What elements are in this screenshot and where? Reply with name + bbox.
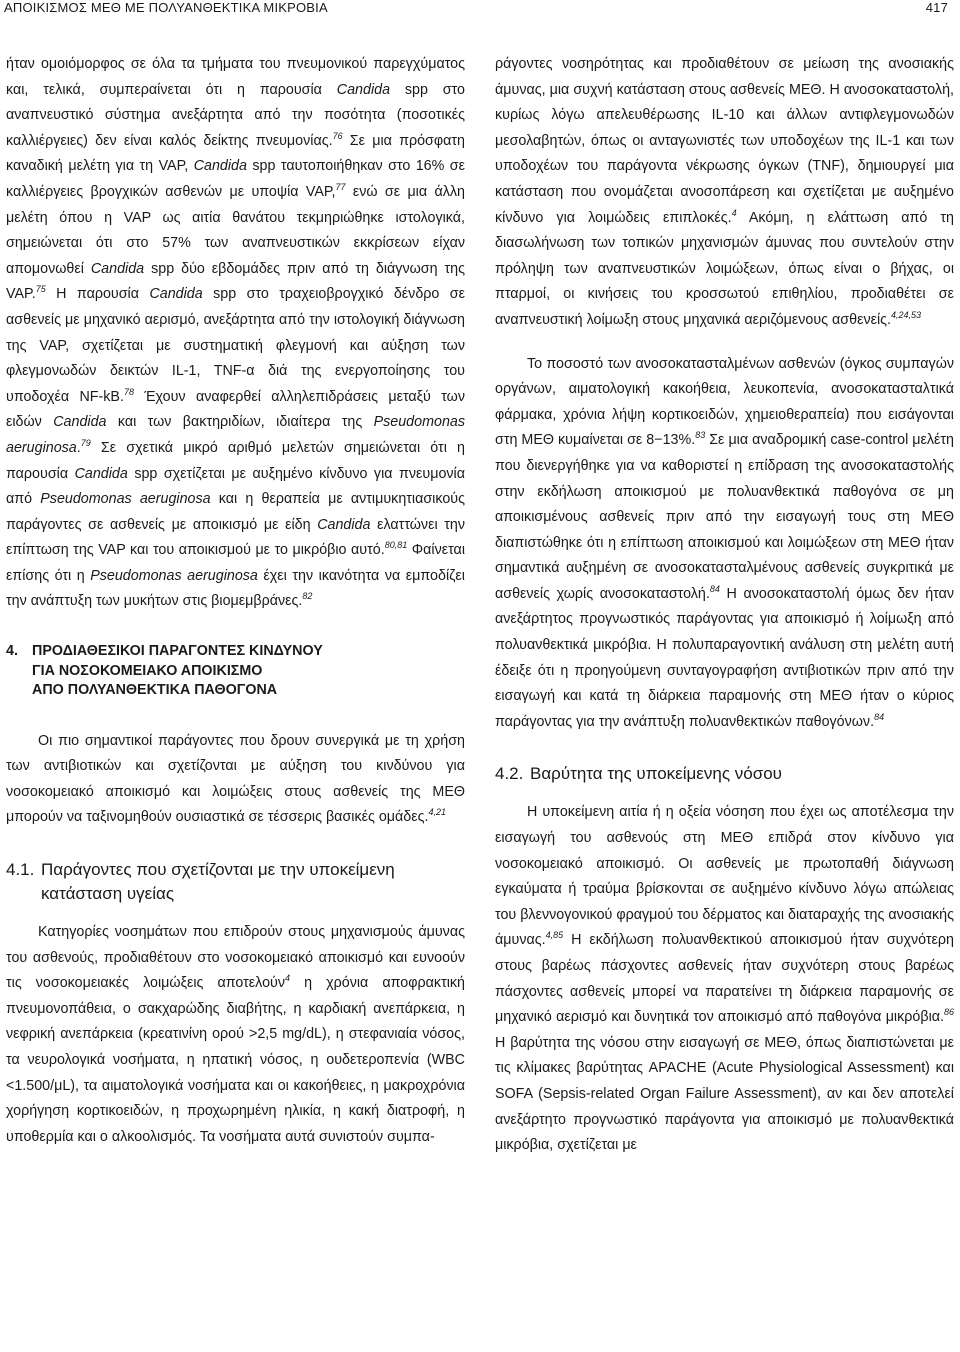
paragraph: Το ποσοστό των ανοσοκατασταλμένων ασθενών (όγκος συμπαγών οργάνων, αιματολογική κακοήθεια, λευκοπενία, ανοσοκατασταλτικά φάρμακα, χρόνια λήψη κορτικοειδών, χημειοθεραπεία) που εισάγονται στη ΜΕΘ κυμαίνεται σε 8−13%.$^{83}$ Σε μια αναδρομική case-control μελέτη που διενεργήθηκε για να καθοριστεί η επίδραση της ανοσοκαταστολής στην εκδήλωση αποικισμού με πολυανθεκτικά παθογόνα σε μη αποικισμένους ασθενείς πριν από την εισαγωγή τους στη ΜΕΘ διαπιστώθηκε ότι η επίπτωση αποικισμού και λοιμώξεων στη ΜΕΘ ήταν σημαντικά αυξημένη σε ανοσοκατασταλμένους ασθενείς συγκριτικά με ασθενείς χωρίς ανοσοκαταστολή.$^{84}$ Η ανοσοκαταστολή όμως δεν ήταν ανεξάρτητος προγνωστικός παράγοντας για αποικισμό ή λοίμωξη από πολυανθεκτικά μικρόβια. Η πολυπαραγοντική ανάλυση στη μελέτη αυτή έδειξε ότι η προηγούμενη συνταγογραφήση αντιβιοτικών πριν από την εισαγωγή και κατά τη διάρκεια παραμονής στη ΜΕΘ ήταν ο κύριος παράγοντας για την ανάπτυξη πολυανθεκτικών παθογόνων.$^{84}$ xyxy=(495,355,954,730)
running-header xyxy=(0,0,960,24)
subsection-heading xyxy=(495,762,954,786)
citation: 79 xyxy=(80,438,91,449)
citation: 78 xyxy=(123,386,134,397)
subsection-heading xyxy=(6,858,465,906)
citation: 76 xyxy=(332,131,343,142)
citation: 84 xyxy=(709,584,720,595)
citation: 4,85 xyxy=(545,930,564,941)
subsection-title: Βαρύτητα της υποκείμενης νόσου xyxy=(530,764,782,784)
subsection-number: 4.1. xyxy=(6,859,35,879)
citation: 83 xyxy=(695,430,706,441)
citation: 75 xyxy=(35,284,46,295)
paragraph: ήταν ομοιόμορφος σε όλα τα τμήματα του πνευμονικού παρεγχύματος και, τελικά, συμπεραίνεται ότι η παρουσία Candida spp στο αναπνευστικό σύστημα ανεξάρτητα από την ποσότητα (ποσοτικές καλλιέργειες) δεν είναι καλός δείκτης πνευμονίας.$^{76}$ Σε μια πρόσφατη καναδική μελέτη για τη VAP, Candida spp ταυτοποιήθηκαν στο 16% σε καλλιέργειες βρογχικών ασθενών με υποψία VAP,$^{77}$ ενώ σε μια άλλη μελέτη όπου η VAP ως αιτία θανάτου τεκμηριώθηκε ιστολογικά, σημειώνεται ότι στο 57% των αναπνευστικών εκκρίσεων είχαν απομονωθεί Candida spp δύο εβδομάδες πριν από τη διάγνωση της VAP.$^{75}$ Η παρουσία Candida spp στο τραχειοβρογχικό δένδρο σε ασθενείς με μηχανικό αερισμό, ανεξάρτητα από την ιστολογική διάγνωση της VAP, σχετίζεται με συστηματική φλεγμονή και αύξηση των φλεγμονωδών δεικτών IL-1, TNF-α διά της ενεργοποίησης του υποδοχέα NF-kB.$^{78}$ Έχουν αναφερθεί αλληλεπιδράσεις μεταξύ των ειδών Candida και των βακτηριδίων, ιδιαίτερα της Pseudomonas aeruginosa.$^{79}$ Σε σχετικά μικρό αριθμό μελετών σημειώνεται ότι η παρουσία Candida spp σχετίζεται με αυξημένο κίνδυνο για πνευμονία από Pseudomonas aeruginosa και η θεραπεία με αντιμυκητιασικούς παράγοντες σε ασθενείς με αποικισμό με είδη Candida ελαττώνει την επίπτωση της VAP και του αποικισμού με το μικρόβιο αυτό.$^{80,81}$ Φαίνεται επίσης ότι η Pseudomonas aeruginosa έχει την ικανότητα να εμποδίζει την ανάπτυξη των μυκήτων στις βιομεμβράνες.$^{82}$ xyxy=(6,56,466,610)
left-column xyxy=(6,52,465,1150)
running-title: ΑΠΟΙΚΙΣΜΟΣ ΜΕΘ ΜΕ ΠΟΛΥΑΝΘΕΚΤΙΚΑ ΜΙΚΡΟΒΙΑ xyxy=(4,0,328,15)
subsection-title: Παράγοντες που σχετίζονται με την υποκείμενη κατάσταση υγείας xyxy=(41,859,395,903)
citation: 4,21 xyxy=(428,807,447,818)
page-number: 417 xyxy=(925,0,948,15)
paragraph: Οι πιο σημαντικοί παράγοντες που δρουν συνεργικά με τη χρήση των αντιβιοτικών και σχετίζονται με αύξηση του κινδύνου για νοσοκομειακό αποικισμό και λοιμώξεις στους ασθενείς της ΜΕΘ μπορούν να ταξινομηθούν ουσιαστικά σε τέσσερις βασικές ομάδες.$^{4,21}$ xyxy=(6,732,465,826)
citation: 4,24,53 xyxy=(891,310,922,321)
subsection-number: 4.2. xyxy=(495,764,524,784)
citation: 82 xyxy=(302,591,313,602)
section-heading xyxy=(6,642,465,701)
paragraph: Κατηγορίες νοσημάτων που επιδρούν στους μηχανισμούς άμυνας του ασθενούς, προδιαθέτουν στο νοσοκομειακό αποικισμό και ευνοούν τις νοσοκομειακές λοιμώξεις αποτελούν$^4$ η χρόνια αποφρακτική πνευμονοπάθεια, ο σακχαρώδης διαβήτης, η καρδιακή ανεπάρκεια, η νεφρική ανεπάρκεια (κρεατινίνη ορού >2,5 mg/dL), η στεφανιαία νόσος, τα νευρολογικά νοσήματα, η ηπατική νόσος, η ουδετεροπενία (WBC <1.500/μL), τα αιματολογικά νοσήματα και οι κακοήθειες, η μακροχρόνια χορήγηση κορτικοειδών, η προχωρημένη ηλικία, η κακή διατροφή, η υποθερμία και ο αλκοολισμός. Τα νοσήματα αυτά συνιστούν συμπα- xyxy=(6,923,465,1145)
section-title: ΠΡΟΔΙΑΘΕΣΙΚΟΙ ΠΑΡΑΓΟΝΤΕΣ ΚΙΝΔΥΝΟΥ ΓΙΑ ΝΟΣΟΚΟΜΕΙΑΚΟ ΑΠΟΙΚΙΣΜΟ ΑΠΟ ΠΟΛΥΑΝΘΕΚΤΙΚΑ ΠΑΘΟΓΟΝΑ xyxy=(32,643,323,699)
citation: 4 xyxy=(731,207,737,218)
citation: 86 xyxy=(943,1007,954,1018)
paragraph: ράγοντες νοσηρότητας και προδιαθέτουν σε μείωση της ανοσιακής άμυνας, μια συχνή κατάσταση στους ασθενείς ΜΕΘ. Η ανοσοκαταστολή, κυρίως λόγω απελευθέρωσης IL-10 και άλλων αντιφλεγμονωδών μεσολαβητών, όπως οι ανταγωνιστές των υποδοχέων της IL-1 και των υποδοχέων του παράγοντα νέκρωσης όγκων (TNF), δημιουργεί μια κατάσταση που ονομάζεται ανοσοπάρεση και σχετίζεται με αυξημένο κίνδυνο για λοιμώδεις επιπλοκές.$^4$ Ακόμη, η ελάττωση από τη διασωλήνωση των τοπικών μηχανισμών άμυνας που συντελούν στην πρόληψη των αναπνευστικών λοιμώξεων, όπως είναι ο βήχας, οι πταρμοί, οι κινήσεις του κροσσωτού επιθηλίου, προδιαθέτει σε αναπνευστική λοίμωξη στους μηχανικά αεριζόμενους ασθενείς.$^{4,24,53}$ xyxy=(495,56,954,328)
citation: 80,81 xyxy=(384,540,408,551)
right-column xyxy=(495,52,954,1159)
section-number: 4. xyxy=(6,643,18,660)
citation: 4 xyxy=(285,973,291,984)
paragraph: Η υποκείμενη αιτία ή η οξεία νόσηση που έχει ως αποτέλεσμα την εισαγωγή του ασθενούς στη ΜΕΘ επιδρά στον κίνδυνο για νοσοκομειακό αποικισμό. Οι ασθενείς με πρωτοπαθή διάγνωση εγκαύματα ή τραύμα βρίσκονται σε αυξημένο κίνδυνο λόγω απώλειας του βλεννογονικού φραγμού του δέρματος και διαταραχής της ανοσιακής άμυνας.$^{4,85}$ Η εκδήλωση πολυανθεκτικού αποικισμού ήταν συχνότερη στους βαρέως πάσχοντες ασθενείς ήταν συχνότερη στους βαρέως πάσχοντες ασθενείς μπορεί να παρατείνει τη διάρκεια παραμονής σε μηχανικό αερισμό και δυνητικά τον αποικισμό από παθογόνα μικρόβια.$^{86}$ Η βαρύτητα της νόσου στην εισαγωγή σε ΜΕΘ, όπως διαπιστώνεται με τις κλίμακες βαρύτητας APACHE (Acute Physiological Assessment) και SOFA (Sepsis-related Organ Failure Assessment), αν και δεν αποτελεί ανεξάρτητο προγνωστικό παράγοντα για αποικισμό με πολυανθεκτικά μικρόβια, σχετίζεται με xyxy=(495,804,954,1154)
citation: 84 xyxy=(874,712,885,723)
citation: 77 xyxy=(335,182,346,193)
